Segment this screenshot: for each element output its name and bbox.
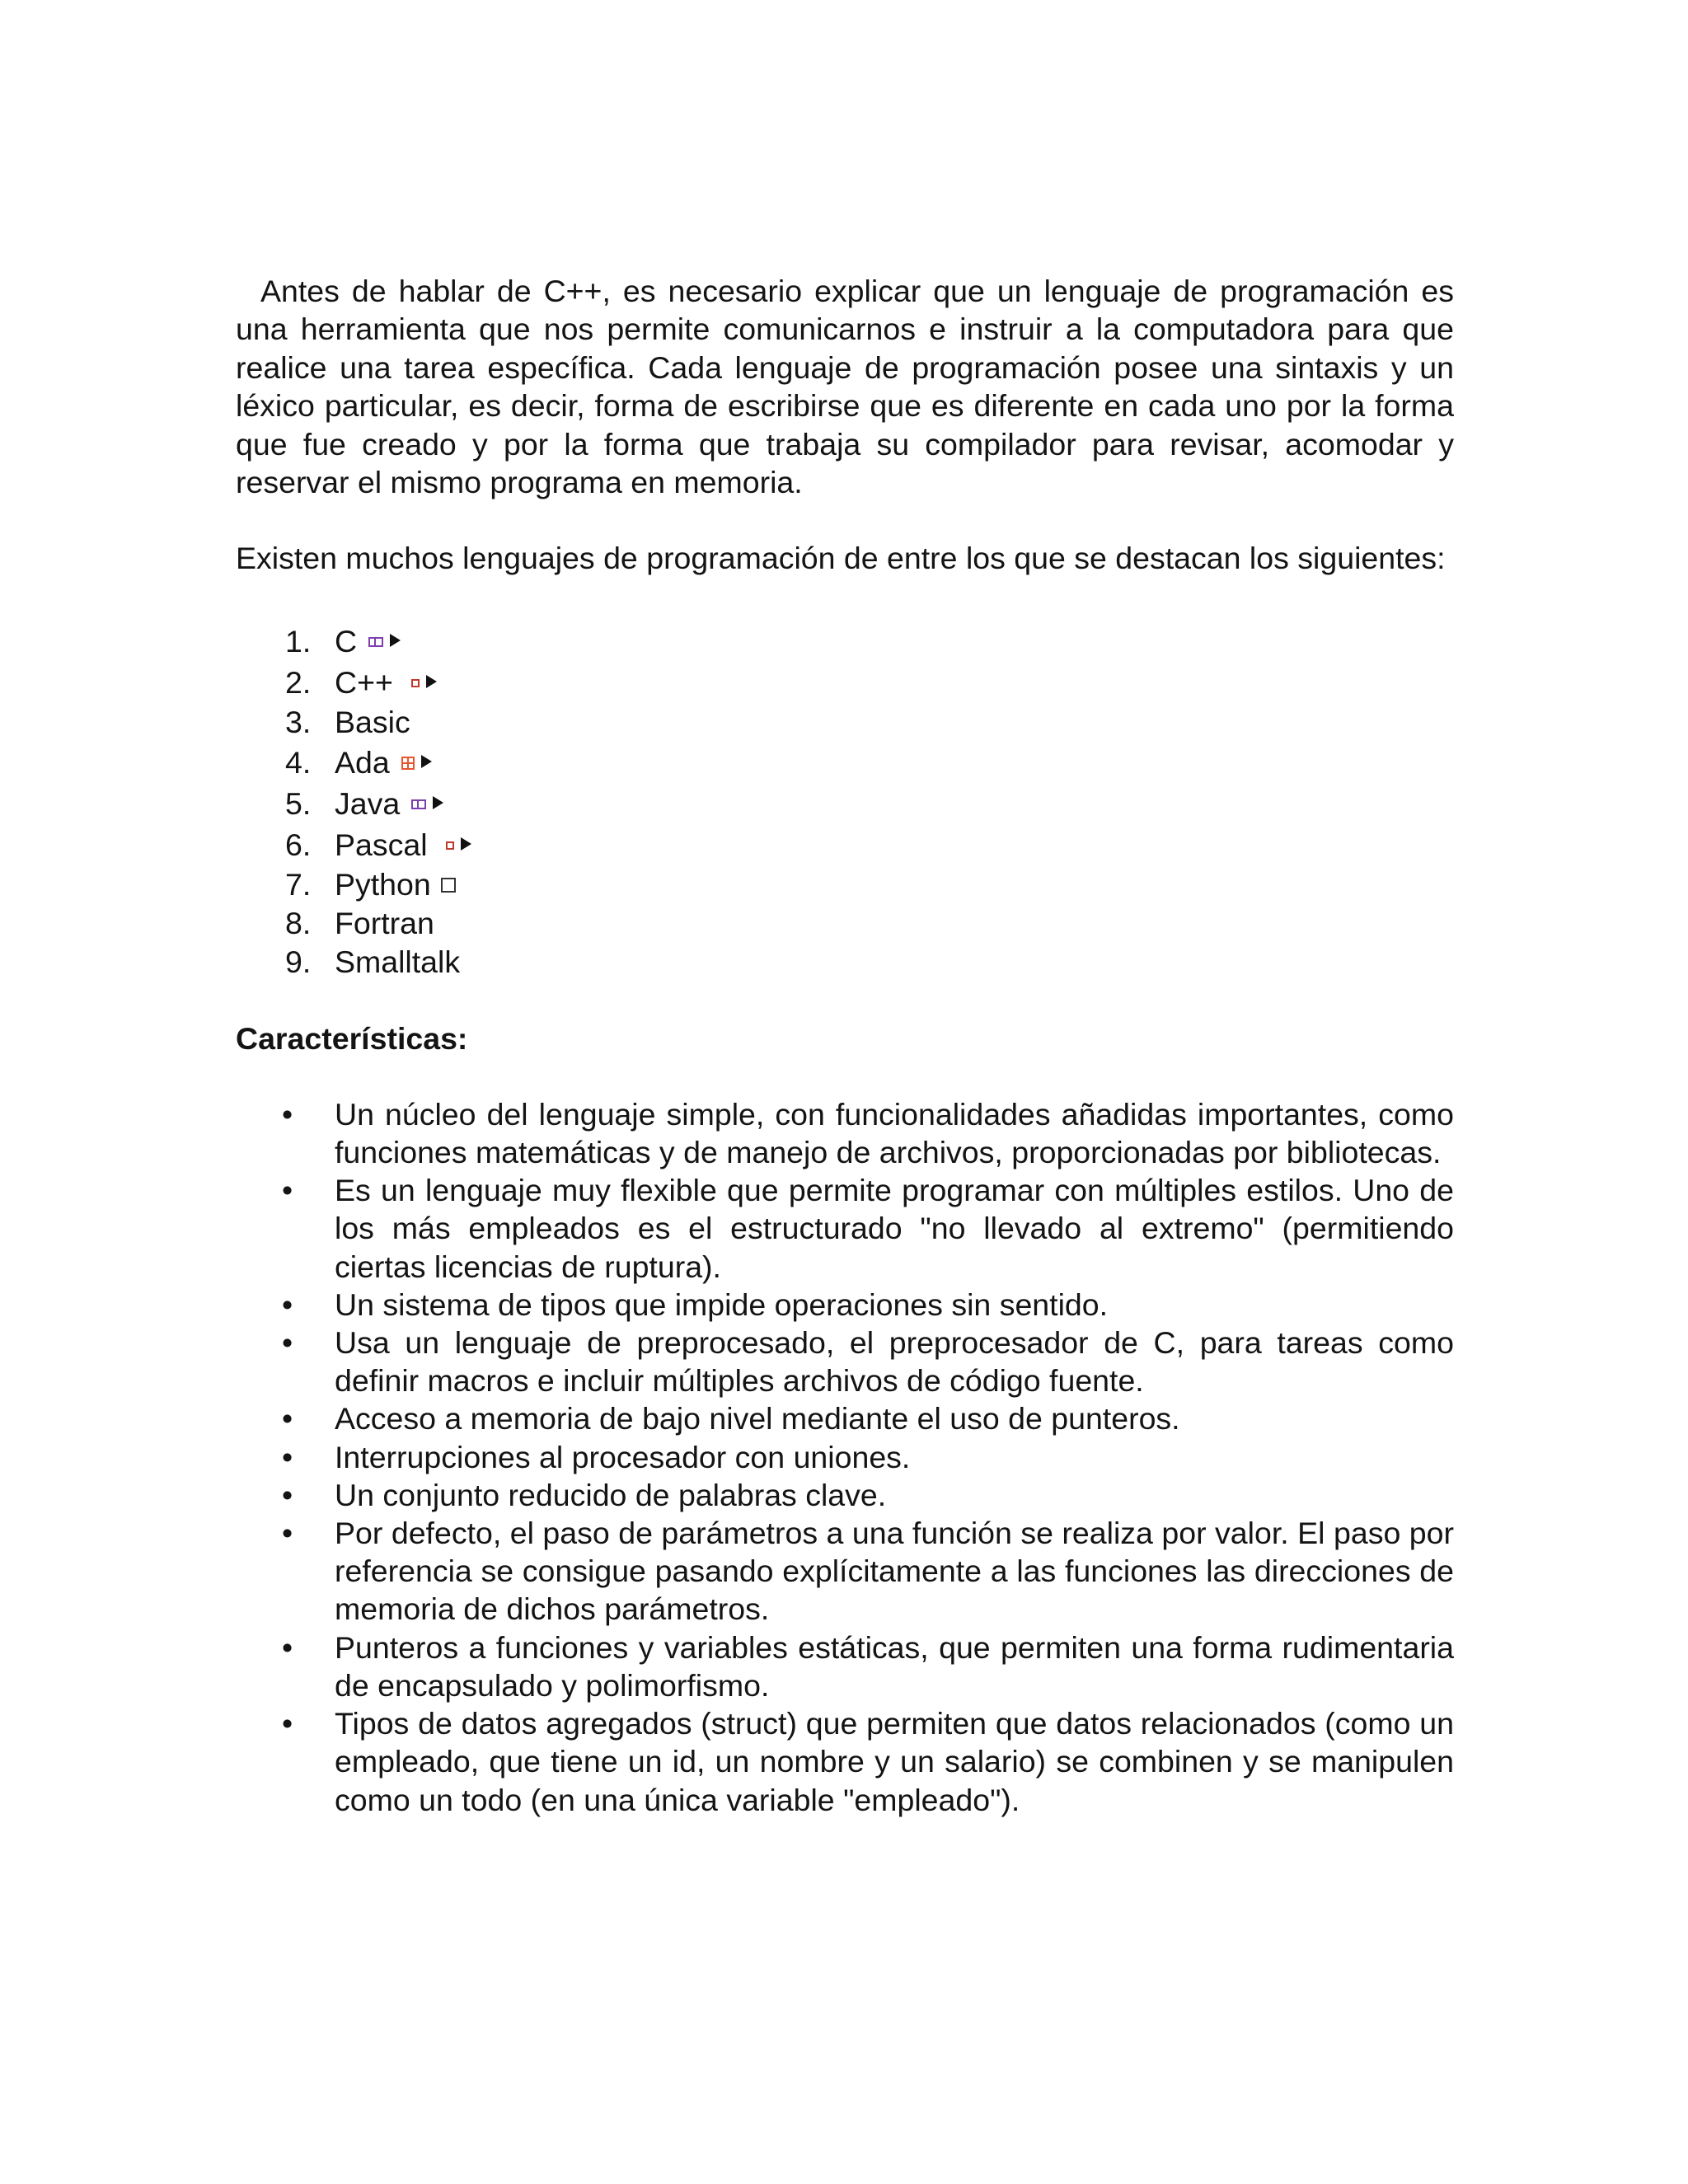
play-icon[interactable] [461,837,471,851]
language-name: Fortran [335,905,434,940]
item-number: 7. [285,866,312,902]
features-list [236,1095,1454,1819]
list-item [236,865,1454,904]
language-name: Ada [335,744,390,780]
feature-text: Un sistema de tipos que impide operaciones sin sentido. [335,1286,1109,1322]
play-icon[interactable] [421,755,432,768]
red-square-icon [446,841,454,850]
bullet-icon: • [282,1325,293,1361]
red-square-icon [411,679,420,687]
list-item [236,1286,1454,1324]
feature-text: Un conjunto reducido de palabras clave. [335,1477,887,1512]
list-item [236,1324,1454,1399]
bullet-icon: • [282,1401,293,1436]
hollow-square-icon [441,878,456,893]
purple-box-icon [368,637,383,647]
languages-intro: Existen muchos lenguajes de programación de entre los que se destacan los siguientes: [236,541,1446,576]
play-icon[interactable] [426,675,437,688]
list-item [236,904,1454,943]
feature-text: Acceso a memoria de bajo nivel mediante el uso de punteros. [335,1401,1180,1436]
bullet-icon: • [282,1439,293,1474]
bullet-icon: • [282,1173,293,1208]
play-icon[interactable] [390,634,401,647]
item-number: 3. [285,704,312,739]
item-number: 9. [285,944,312,979]
bullet-icon: • [282,1477,293,1512]
feature-text: Tipos de datos agregados (struct) que permiten que datos relacionados (como un empleado, que tiene un id, un nombre y un salario) se combinen y se manipulen como un todo (en una única variable "empleado"). [335,1706,1454,1817]
list-item [236,943,1454,982]
feature-text: Interrupciones al procesador con uniones. [335,1439,911,1474]
bullet-icon: • [282,1706,293,1741]
list-item [236,783,1454,824]
language-name: Basic [335,704,410,739]
item-number: 4. [285,744,312,780]
list-item [236,1399,1454,1437]
features-heading: Características: [236,1020,468,1056]
list-item [236,1095,1454,1171]
language-name: C [335,623,358,658]
list-item [236,742,1454,783]
play-icon[interactable] [433,796,443,809]
item-number: 6. [285,827,312,862]
feature-text: Un núcleo del lenguaje simple, con funcionalidades añadidas importantes, como funciones matemáticas y de manejo de archivos, proporcionadas por bibliotecas. [335,1096,1454,1170]
language-name: Python [335,866,431,902]
languages-list [236,621,1454,982]
list-item [236,1438,1454,1476]
list-item [236,1476,1454,1514]
list-item [236,703,1454,742]
feature-text: Punteros a funciones y variables estáticas, que permiten una forma rudimentaria de encapsulado y polimorfismo. [335,1629,1454,1703]
bullet-icon: • [282,1286,293,1322]
language-name: Smalltalk [335,944,461,979]
list-item [236,1704,1454,1819]
list-item [236,1171,1454,1286]
orange-grid-icon [401,757,415,770]
list-item [236,621,1454,662]
list-item [236,1629,1454,1704]
language-name: C++ [335,664,393,700]
item-number: 5. [285,785,312,821]
feature-text: Por defecto, el paso de parámetros a una función se realiza por valor. El paso por referencia se consigue pasando explícitamente a las funciones las direcciones de memoria de dichos parámetros. [335,1516,1454,1627]
list-item [236,824,1454,865]
list-item [236,1514,1454,1629]
document-page [236,272,1454,1819]
item-number: 1. [285,623,312,658]
list-item [236,662,1454,703]
feature-text: Es un lenguaje muy flexible que permite programar con múltiples estilos. Uno de los más empleados es el estructurado "no llevado al extremo" (permitiendo ciertas licencias de ruptura). [335,1173,1454,1284]
bullet-icon: • [282,1096,293,1132]
purple-box-icon [411,799,426,809]
bullet-icon: • [282,1629,293,1665]
language-name: Java [335,785,401,821]
item-number: 2. [285,664,312,700]
feature-text: Usa un lenguaje de preprocesado, el preprocesador de C, para tareas como definir macros e incluir múltiples archivos de código fuente. [335,1325,1454,1399]
intro-paragraph: Antes de hablar de C++, es necesario explicar que un lenguaje de programación es una herramienta que nos permite comunicarnos e instruir a la computadora para que realice una tarea específica. Cada lenguaje de programación posee una sintaxis y un léxico particular, es decir, forma de escribirse que es diferente en cada uno por la forma que fue creado y por la forma que trabaja su compilador para revisar, acomodar y reservar el mismo programa en memoria. [236,274,1454,500]
language-name: Pascal [335,827,428,862]
item-number: 8. [285,905,312,940]
bullet-icon: • [282,1516,293,1551]
